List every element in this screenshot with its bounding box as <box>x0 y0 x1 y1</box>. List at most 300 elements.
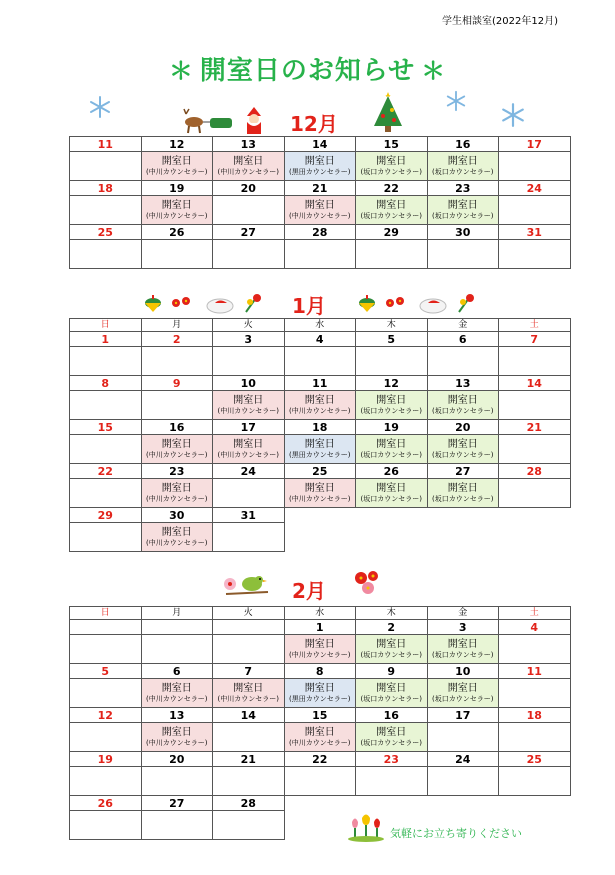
event-cell <box>213 811 285 840</box>
event-label: 開室日 <box>233 438 264 450</box>
date-cell: 27 <box>213 225 285 240</box>
date-row <box>70 225 571 240</box>
date-cell: 9 <box>141 376 213 391</box>
event-cell <box>284 435 356 464</box>
date-cell: 6 <box>141 664 213 679</box>
date-cell: 29 <box>70 508 142 523</box>
date-cell: 15 <box>284 708 356 723</box>
counselor-name: (黒田カウンセラー) <box>289 694 351 703</box>
event-label: 開室日 <box>447 638 478 650</box>
date-cell: 14 <box>499 376 571 391</box>
event-row <box>70 347 571 376</box>
weekday-header-row <box>70 319 571 332</box>
date-cell: 28 <box>284 225 356 240</box>
event-cell <box>70 767 142 796</box>
date-cell: 30 <box>427 225 499 240</box>
weekday-header: 水 <box>284 607 356 620</box>
date-cell <box>427 508 499 523</box>
date-cell: 17 <box>499 137 571 152</box>
event-label: 開室日 <box>161 199 192 211</box>
counselor-name: (中川カウンセラー) <box>146 694 208 703</box>
event-cell <box>213 723 285 752</box>
event-cell <box>499 635 571 664</box>
date-cell: 18 <box>499 708 571 723</box>
event-row <box>70 196 571 225</box>
event-label: 開室日 <box>304 726 335 738</box>
date-cell: 10 <box>427 664 499 679</box>
date-cell: 20 <box>213 181 285 196</box>
event-cell <box>356 723 428 752</box>
snowflake-icon <box>445 90 467 112</box>
date-row <box>70 181 571 196</box>
event-cell <box>70 811 142 840</box>
date-cell: 26 <box>356 464 428 479</box>
event-row <box>70 479 571 508</box>
event-cell <box>213 435 285 464</box>
date-cell: 24 <box>499 181 571 196</box>
counselor-name: (坂口カウンセラー) <box>360 406 422 415</box>
date-cell: 23 <box>141 464 213 479</box>
date-cell: 16 <box>427 137 499 152</box>
event-label: 開室日 <box>304 155 335 167</box>
counselor-name: (坂口カウンセラー) <box>360 494 422 503</box>
plum-blossom-icon <box>170 294 192 312</box>
weekday-header: 日 <box>70 319 142 332</box>
date-cell: 15 <box>356 137 428 152</box>
event-cell <box>213 152 285 181</box>
counselor-name: (中川カウンセラー) <box>217 694 279 703</box>
event-label: 開室日 <box>304 682 335 694</box>
date-cell: 12 <box>70 708 142 723</box>
event-cell <box>499 523 571 552</box>
event-cell <box>141 679 213 708</box>
date-cell: 7 <box>499 332 571 347</box>
month-label-january: 1月 <box>292 294 326 318</box>
snowflake-icon <box>500 102 526 128</box>
weekday-header-row <box>70 607 571 620</box>
date-cell: 2 <box>356 620 428 635</box>
date-cell: 2 <box>141 332 213 347</box>
date-cell: 30 <box>141 508 213 523</box>
christmas-tree-icon <box>370 92 406 134</box>
event-cell <box>427 767 499 796</box>
month-label-february: 2月 <box>292 579 326 603</box>
event-cell <box>213 240 285 269</box>
date-cell: 1 <box>70 332 142 347</box>
event-cell <box>70 679 142 708</box>
event-cell <box>499 479 571 508</box>
plum-blossom-icon <box>384 294 406 312</box>
event-label: 開室日 <box>376 199 407 211</box>
event-cell <box>70 347 142 376</box>
rice-cake-icon <box>418 294 448 314</box>
date-cell: 25 <box>70 225 142 240</box>
weekday-header: 日 <box>70 607 142 620</box>
event-label: 開室日 <box>161 482 192 494</box>
event-cell <box>141 479 213 508</box>
date-cell: 5 <box>356 332 428 347</box>
event-cell <box>141 347 213 376</box>
event-label: 開室日 <box>447 482 478 494</box>
date-row <box>70 796 571 811</box>
event-cell <box>70 723 142 752</box>
counselor-name: (中川カウンセラー) <box>217 450 279 459</box>
date-cell: 4 <box>499 620 571 635</box>
event-label: 開室日 <box>161 682 192 694</box>
date-cell: 27 <box>427 464 499 479</box>
date-row <box>70 752 571 767</box>
counselor-name: (中川カウンセラー) <box>217 167 279 176</box>
event-cell <box>284 391 356 420</box>
event-label: 開室日 <box>304 199 335 211</box>
event-cell <box>284 347 356 376</box>
counselor-name: (中川カウンセラー) <box>289 650 351 659</box>
date-cell: 14 <box>213 708 285 723</box>
counselor-name: (坂口カウンセラー) <box>432 406 494 415</box>
date-cell <box>141 620 213 635</box>
counselor-name: (黒田カウンセラー) <box>289 167 351 176</box>
date-cell: 17 <box>427 708 499 723</box>
date-cell <box>427 796 499 811</box>
date-cell: 14 <box>284 137 356 152</box>
date-cell: 16 <box>141 420 213 435</box>
counselor-name: (中川カウンセラー) <box>289 211 351 220</box>
date-cell <box>499 508 571 523</box>
date-cell: 23 <box>356 752 428 767</box>
event-cell <box>427 196 499 225</box>
date-cell <box>356 796 428 811</box>
event-cell <box>356 767 428 796</box>
calendar-december <box>69 136 571 269</box>
event-label: 開室日 <box>233 394 264 406</box>
reindeer-sleigh-icon <box>180 108 240 134</box>
counselor-name: (中川カウンセラー) <box>146 450 208 459</box>
date-row <box>70 508 571 523</box>
weekday-header: 土 <box>499 319 571 332</box>
event-cell <box>141 196 213 225</box>
santa-icon <box>243 106 265 136</box>
event-cell <box>70 523 142 552</box>
event-cell <box>427 152 499 181</box>
event-cell <box>499 347 571 376</box>
event-cell <box>141 635 213 664</box>
event-cell <box>213 347 285 376</box>
date-cell: 13 <box>427 376 499 391</box>
event-cell <box>213 523 285 552</box>
date-cell: 22 <box>284 752 356 767</box>
date-cell: 18 <box>284 420 356 435</box>
counselor-name: (坂口カウンセラー) <box>360 738 422 747</box>
date-cell: 29 <box>356 225 428 240</box>
event-cell <box>427 479 499 508</box>
event-cell <box>141 811 213 840</box>
date-row <box>70 464 571 479</box>
event-cell <box>213 196 285 225</box>
counselor-name: (中川カウンセラー) <box>217 406 279 415</box>
event-label: 開室日 <box>304 438 335 450</box>
date-cell: 12 <box>356 376 428 391</box>
event-cell <box>427 723 499 752</box>
date-cell: 8 <box>70 376 142 391</box>
counselor-name: (中川カウンセラー) <box>146 538 208 547</box>
event-cell <box>284 635 356 664</box>
event-label: 開室日 <box>376 155 407 167</box>
event-row <box>70 240 571 269</box>
date-cell <box>284 796 356 811</box>
event-cell <box>141 523 213 552</box>
date-cell: 20 <box>141 752 213 767</box>
event-cell <box>356 679 428 708</box>
weekday-header: 火 <box>213 319 285 332</box>
plum-blossom-icon <box>242 292 264 314</box>
event-row <box>70 435 571 464</box>
date-cell: 19 <box>70 752 142 767</box>
event-cell <box>70 196 142 225</box>
event-cell <box>70 435 142 464</box>
event-cell <box>284 479 356 508</box>
date-cell: 21 <box>284 181 356 196</box>
event-label: 開室日 <box>376 394 407 406</box>
event-row <box>70 635 571 664</box>
date-cell: 6 <box>427 332 499 347</box>
date-row <box>70 376 571 391</box>
date-cell: 19 <box>141 181 213 196</box>
event-row <box>70 391 571 420</box>
event-row <box>70 767 571 796</box>
event-label: 開室日 <box>447 199 478 211</box>
event-cell <box>427 347 499 376</box>
counselor-name: (坂口カウンセラー) <box>360 167 422 176</box>
tulip-icon <box>346 812 386 842</box>
event-cell <box>284 767 356 796</box>
date-cell: 11 <box>284 376 356 391</box>
date-cell: 11 <box>70 137 142 152</box>
calendar-february <box>69 606 571 840</box>
date-cell: 7 <box>213 664 285 679</box>
date-cell: 24 <box>213 464 285 479</box>
weekday-header: 金 <box>427 607 499 620</box>
date-row <box>70 708 571 723</box>
event-cell <box>213 391 285 420</box>
event-cell <box>141 435 213 464</box>
snowflake-icon <box>88 95 112 119</box>
date-cell: 25 <box>284 464 356 479</box>
counselor-name: (中川カウンセラー) <box>146 738 208 747</box>
counselor-name: (坂口カウンセラー) <box>432 494 494 503</box>
event-row <box>70 523 571 552</box>
counselor-name: (中川カウンセラー) <box>289 738 351 747</box>
date-cell: 21 <box>213 752 285 767</box>
event-cell <box>356 391 428 420</box>
counselor-name: (坂口カウンセラー) <box>432 650 494 659</box>
event-cell <box>141 152 213 181</box>
date-cell: 5 <box>70 664 142 679</box>
event-cell <box>70 391 142 420</box>
event-cell <box>356 196 428 225</box>
date-cell: 26 <box>70 796 142 811</box>
event-cell <box>499 435 571 464</box>
header-note: 学生相談室(2022年12月) <box>442 16 558 27</box>
weekday-header: 土 <box>499 607 571 620</box>
event-cell <box>70 479 142 508</box>
footer-message: 気軽にお立ち寄りください <box>390 827 522 840</box>
date-cell <box>213 620 285 635</box>
date-cell: 12 <box>141 137 213 152</box>
title-text: 開室日のお知らせ <box>199 56 416 86</box>
counselor-name: (坂口カウンセラー) <box>432 167 494 176</box>
date-cell: 11 <box>499 664 571 679</box>
date-row <box>70 137 571 152</box>
date-cell: 19 <box>356 420 428 435</box>
event-label: 開室日 <box>161 438 192 450</box>
weekday-header: 金 <box>427 319 499 332</box>
event-label: 開室日 <box>447 155 478 167</box>
date-cell: 25 <box>499 752 571 767</box>
date-cell: 10 <box>213 376 285 391</box>
spinning-top-icon <box>143 294 163 314</box>
event-cell <box>427 523 499 552</box>
date-cell: 28 <box>499 464 571 479</box>
event-cell <box>356 240 428 269</box>
title-star-right: ＊ <box>421 57 447 85</box>
event-cell <box>356 523 428 552</box>
plum-blossom-icon <box>352 568 382 596</box>
date-cell: 16 <box>356 708 428 723</box>
event-cell <box>499 152 571 181</box>
event-label: 開室日 <box>161 526 192 538</box>
date-cell: 4 <box>284 332 356 347</box>
event-cell <box>356 347 428 376</box>
rice-cake-icon <box>205 294 235 314</box>
date-cell: 13 <box>141 708 213 723</box>
bush-warbler-icon <box>222 570 270 598</box>
counselor-name: (中川カウンセラー) <box>146 211 208 220</box>
event-cell <box>427 240 499 269</box>
event-cell <box>141 767 213 796</box>
weekday-header: 火 <box>213 607 285 620</box>
weekday-header: 木 <box>356 319 428 332</box>
event-label: 開室日 <box>447 438 478 450</box>
event-cell <box>499 391 571 420</box>
date-cell: 18 <box>70 181 142 196</box>
event-cell <box>356 152 428 181</box>
event-cell <box>427 391 499 420</box>
event-label: 開室日 <box>447 682 478 694</box>
event-label: 開室日 <box>233 155 264 167</box>
event-cell <box>70 635 142 664</box>
counselor-name: (中川カウンセラー) <box>146 167 208 176</box>
date-cell: 20 <box>427 420 499 435</box>
event-cell <box>284 811 356 840</box>
page-title <box>0 50 615 87</box>
event-label: 開室日 <box>447 394 478 406</box>
counselor-name: (坂口カウンセラー) <box>432 694 494 703</box>
event-label: 開室日 <box>376 482 407 494</box>
weekday-header: 水 <box>284 319 356 332</box>
date-cell: 9 <box>356 664 428 679</box>
event-cell <box>284 240 356 269</box>
event-cell <box>141 723 213 752</box>
date-cell: 21 <box>499 420 571 435</box>
event-cell <box>427 679 499 708</box>
event-label: 開室日 <box>376 638 407 650</box>
counselor-name: (黒田カウンセラー) <box>289 450 351 459</box>
date-row <box>70 420 571 435</box>
date-row <box>70 620 571 635</box>
date-cell: 3 <box>213 332 285 347</box>
event-label: 開室日 <box>304 482 335 494</box>
date-cell: 27 <box>141 796 213 811</box>
event-cell <box>499 240 571 269</box>
event-label: 開室日 <box>376 726 407 738</box>
date-cell: 26 <box>141 225 213 240</box>
event-cell <box>213 479 285 508</box>
event-cell <box>213 679 285 708</box>
event-label: 開室日 <box>376 438 407 450</box>
counselor-name: (坂口カウンセラー) <box>360 650 422 659</box>
date-row <box>70 332 571 347</box>
event-cell <box>284 723 356 752</box>
event-row <box>70 723 571 752</box>
date-cell <box>499 796 571 811</box>
weekday-header: 月 <box>141 319 213 332</box>
event-cell <box>70 152 142 181</box>
event-label: 開室日 <box>161 726 192 738</box>
event-cell <box>427 635 499 664</box>
calendar-january <box>69 318 571 552</box>
date-cell <box>356 508 428 523</box>
event-cell <box>141 240 213 269</box>
date-cell: 22 <box>70 464 142 479</box>
plum-blossom-icon <box>455 292 477 314</box>
counselor-name: (中川カウンセラー) <box>146 494 208 503</box>
counselor-name: (中川カウンセラー) <box>289 406 351 415</box>
event-cell <box>213 635 285 664</box>
event-cell <box>427 435 499 464</box>
event-cell <box>284 196 356 225</box>
event-cell <box>499 196 571 225</box>
event-cell <box>284 679 356 708</box>
date-cell: 22 <box>356 181 428 196</box>
counselor-name: (坂口カウンセラー) <box>360 211 422 220</box>
date-cell: 3 <box>427 620 499 635</box>
counselor-name: (中川カウンセラー) <box>289 494 351 503</box>
title-star-left: ＊ <box>168 57 194 85</box>
event-label: 開室日 <box>304 394 335 406</box>
date-cell: 24 <box>427 752 499 767</box>
date-cell: 1 <box>284 620 356 635</box>
counselor-name: (坂口カウンセラー) <box>360 450 422 459</box>
date-cell: 31 <box>499 225 571 240</box>
event-cell <box>213 767 285 796</box>
event-label: 開室日 <box>161 155 192 167</box>
event-cell <box>356 479 428 508</box>
event-cell <box>356 635 428 664</box>
date-cell: 8 <box>284 664 356 679</box>
date-cell: 31 <box>213 508 285 523</box>
event-cell <box>70 240 142 269</box>
event-row <box>70 152 571 181</box>
date-cell: 17 <box>213 420 285 435</box>
event-cell <box>141 391 213 420</box>
date-cell <box>284 508 356 523</box>
event-cell <box>499 679 571 708</box>
counselor-name: (坂口カウンセラー) <box>360 694 422 703</box>
date-row <box>70 664 571 679</box>
event-cell <box>499 723 571 752</box>
month-label-december: 12月 <box>290 112 338 136</box>
event-cell <box>499 767 571 796</box>
